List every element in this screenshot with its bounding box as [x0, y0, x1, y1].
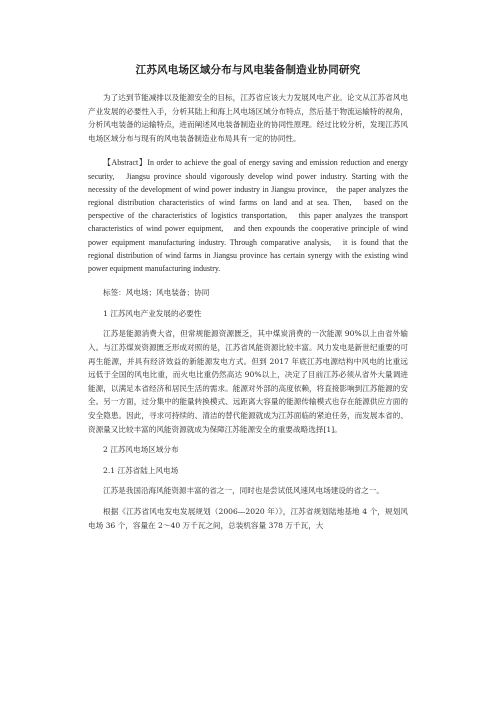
- section-2-heading: 2 江苏风电场区域分布: [103, 445, 179, 455]
- section-1-body: 江苏是能源消费大省，但常规能源资源匮乏，其中煤炭消费的一次能源 90%以上由省外输入。与江苏煤炭资源匮乏形成对照的是，江苏省风能资源比较丰富。风力发电是新世纪重要的可再生能源，并具有经济效益的新能源发电方式。但到 2017 年底江苏电源结构中风电的比重远远低于全国的风电比重，而火电比重仍然高达 90%以上，决定了目前江苏必须从省外大量调进能源，以满足本省经济和居民生活的需求。能源对外部的高度依赖，将直接影响到江苏能源的安全。另一方面，过分集中的能量转换模式、远距离大容量的能源传输模式也存在能源供应方面的安全隐患。因此，寻求可持续的、清洁的替代能源就成为江苏面临的紧迫任务，而发展本省的、资源量又比较丰富的风能资源就成为保障江苏能源安全的重要战略选择[1]。: [88, 329, 408, 434]
- section-2-1-body: 江苏是我国沿海风能资源丰富的省之一，同时也是尝试低风速风电场建设的省之一。: [103, 486, 384, 496]
- abstract-english: 【Abstract】In order to achieve the goal of energy saving and emission reduction and energy security, Jiangsu province should vigorously develop wind power industry. Starting with the necessity of the development of wind power industry in Jiangsu province, the paper analyzes the regional distribution characteristics of wind farms on land and at sea. Then, based on the perspective of the characteristics of logistics transportation, this paper analyzes the transport characteristics of wind power equipment, and then expounds the cooperative principle of wind power equipment manufacturing industry. Through comparative analysis, it is found that the regional distribution of wind farms in Jiangsu province has certain synergy with the existing wind power equipment manufacturing industry.: [88, 158, 408, 273]
- document-page: [88, 62, 408, 532]
- keywords: 标签：风电场；风电装备；协同: [103, 288, 210, 298]
- abstract-chinese: 为了达到节能减排以及能源安全的目标，江苏省应该大力发展风电产业。论文从江苏省风电产业发展的必要性入手，分析其陆上和海上风电场区域分布特点，然后基于物流运输特的视角，分析风电装备的运输特点，进而阐述风电装备制造业的协同性原理。经过比较分析，发现江苏风电场区域分布与现有的风电装备制造业布局具有一定的协同性。: [88, 93, 408, 143]
- section-2-1-body-2: 根据《江苏省风电发电发展规划（2006—2020 年）》，江苏省规划陆地基地 4 个，规划风电场 36 个，容量在 2～40 万千瓦之间，总装机容量 378 万千瓦，大: [88, 506, 408, 530]
- paper-title: 江苏风电场区域分布与风电装备制造业协同研究: [135, 64, 361, 76]
- section-2-1-heading: 2.1 江苏省陆上风电场: [103, 465, 179, 475]
- section-1-heading: 1 江苏风电产业发展的必要性: [103, 308, 202, 318]
